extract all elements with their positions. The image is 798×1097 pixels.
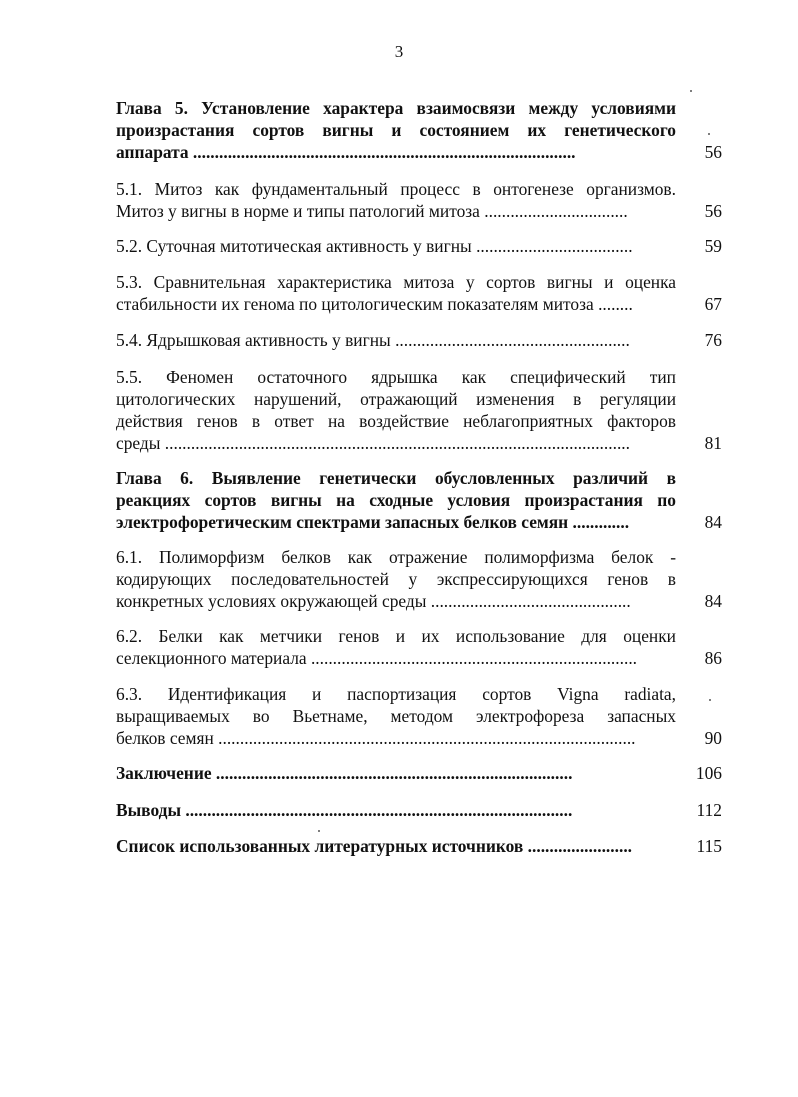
toc-line: Выводы .........................................................................................	[116, 800, 573, 820]
toc-entry[interactable]	[116, 625, 722, 669]
toc-line: 6.2. Белки как метчики генов и их использование для оценки	[116, 626, 676, 646]
toc-line: 5.2. Суточная митотическая активность у вигны ....................................	[116, 236, 633, 256]
toc-page-number: 84	[704, 512, 722, 532]
toc-entry-title	[116, 625, 676, 669]
toc-line: Глава 6. Выявление генетически обусловленных различий в	[116, 468, 676, 488]
toc-line: кодирующих последовательностей у экспрессирующихся генов в	[116, 569, 676, 589]
toc-line: цитологических нарушений, отражающий изменения в регуляции	[116, 389, 676, 409]
toc-line: среды ...........................................................................................................	[116, 433, 630, 453]
toc-page-number: 90	[704, 728, 722, 748]
toc-line: действия генов в ответ на воздействие неблагоприятных факторов	[116, 411, 676, 431]
toc-line: Список использованных литературных источников ........................	[116, 836, 633, 856]
toc-line: выращиваемых во Вьетнаме, методом электрофореза запасных	[116, 706, 676, 726]
toc-entry[interactable]	[116, 235, 722, 257]
toc-page-number: 67	[704, 294, 722, 314]
toc-line: 6.3. Идентификация и паспортизация сортов Vigna radiata,	[116, 684, 676, 704]
toc-line: 6.1. Полиморфизм белков как отражение полиморфизма белок -	[116, 547, 676, 567]
toc-line: 5.3. Сравнительная характеристика митоза у сортов вигны и оценка	[116, 272, 676, 292]
page-number: 3	[394, 42, 404, 61]
toc-page-number: 112	[696, 800, 722, 820]
toc-entry[interactable]	[116, 97, 722, 163]
toc-entry-title	[116, 683, 676, 749]
toc-entry-title	[116, 366, 676, 454]
toc-entry-title	[116, 835, 676, 857]
toc-entry-title	[116, 762, 676, 784]
toc-entry-title	[116, 178, 676, 222]
toc-line: селекционного материала ...........................................................................	[116, 648, 638, 668]
toc-line: Заключение ..................................................................................	[116, 763, 573, 783]
toc-line: белков семян ................................................................................................	[116, 728, 636, 748]
toc-entry[interactable]	[116, 546, 722, 612]
toc-entry[interactable]	[116, 835, 722, 857]
toc-entry-title	[116, 235, 676, 257]
toc-entry[interactable]	[116, 762, 722, 784]
toc-line: Митоз у вигны в норме и типы патологий митоза .................................	[116, 201, 628, 221]
toc-entry-title	[116, 546, 676, 612]
toc-line: 5.4. Ядрышковая активность у вигны ......................................................	[116, 330, 630, 350]
toc-entry[interactable]	[116, 271, 722, 315]
toc-page-number: 86	[704, 648, 722, 668]
toc-entry[interactable]	[116, 366, 722, 454]
toc-line: 5.5. Феномен остаточного ядрышка как специфический тип	[116, 367, 676, 387]
toc-entry-title	[116, 271, 676, 315]
toc-page-number: 59	[704, 236, 722, 256]
toc-line: конкретных условиях окружающей среды ..............................................	[116, 591, 631, 611]
toc-page-number: 84	[704, 591, 722, 611]
toc-page-number: 56	[704, 201, 722, 221]
toc-page-number: 56	[704, 142, 722, 162]
toc-entry[interactable]	[116, 329, 722, 351]
toc-line: реакциях сортов вигны на сходные условия произрастания по	[116, 490, 676, 510]
toc-line: Глава 5. Установление характера взаимосвязи между условиями	[116, 98, 676, 118]
scan-speck	[709, 699, 711, 701]
toc-line: стабильности их генома по цитологическим показателям митоза ........	[116, 294, 633, 314]
toc-entry-title	[116, 799, 676, 821]
scan-speck	[708, 133, 710, 135]
toc-entry-title	[116, 97, 676, 163]
toc-line: произрастания сортов вигны и состоянием их генетического	[116, 120, 676, 140]
toc-entry[interactable]	[116, 467, 722, 533]
toc-entry[interactable]	[116, 683, 722, 749]
toc-line: аппарата ........................................................................................	[116, 142, 576, 162]
scan-speck	[318, 830, 320, 832]
toc-page-number: 106	[695, 763, 722, 783]
toc-page-number: 115	[696, 836, 722, 856]
toc-line: электрофоретическим спектрами запасных белков семян .............	[116, 512, 630, 532]
toc-entry[interactable]	[116, 178, 722, 222]
toc-page-number: 81	[704, 433, 722, 453]
toc-entry-title	[116, 329, 676, 351]
scan-speck	[690, 90, 692, 92]
toc-entry-title	[116, 467, 676, 533]
toc-entry[interactable]	[116, 799, 722, 821]
toc-page-number: 76	[704, 330, 722, 350]
toc-line: 5.1. Митоз как фундаментальный процесс в онтогенезе организмов.	[116, 179, 676, 199]
